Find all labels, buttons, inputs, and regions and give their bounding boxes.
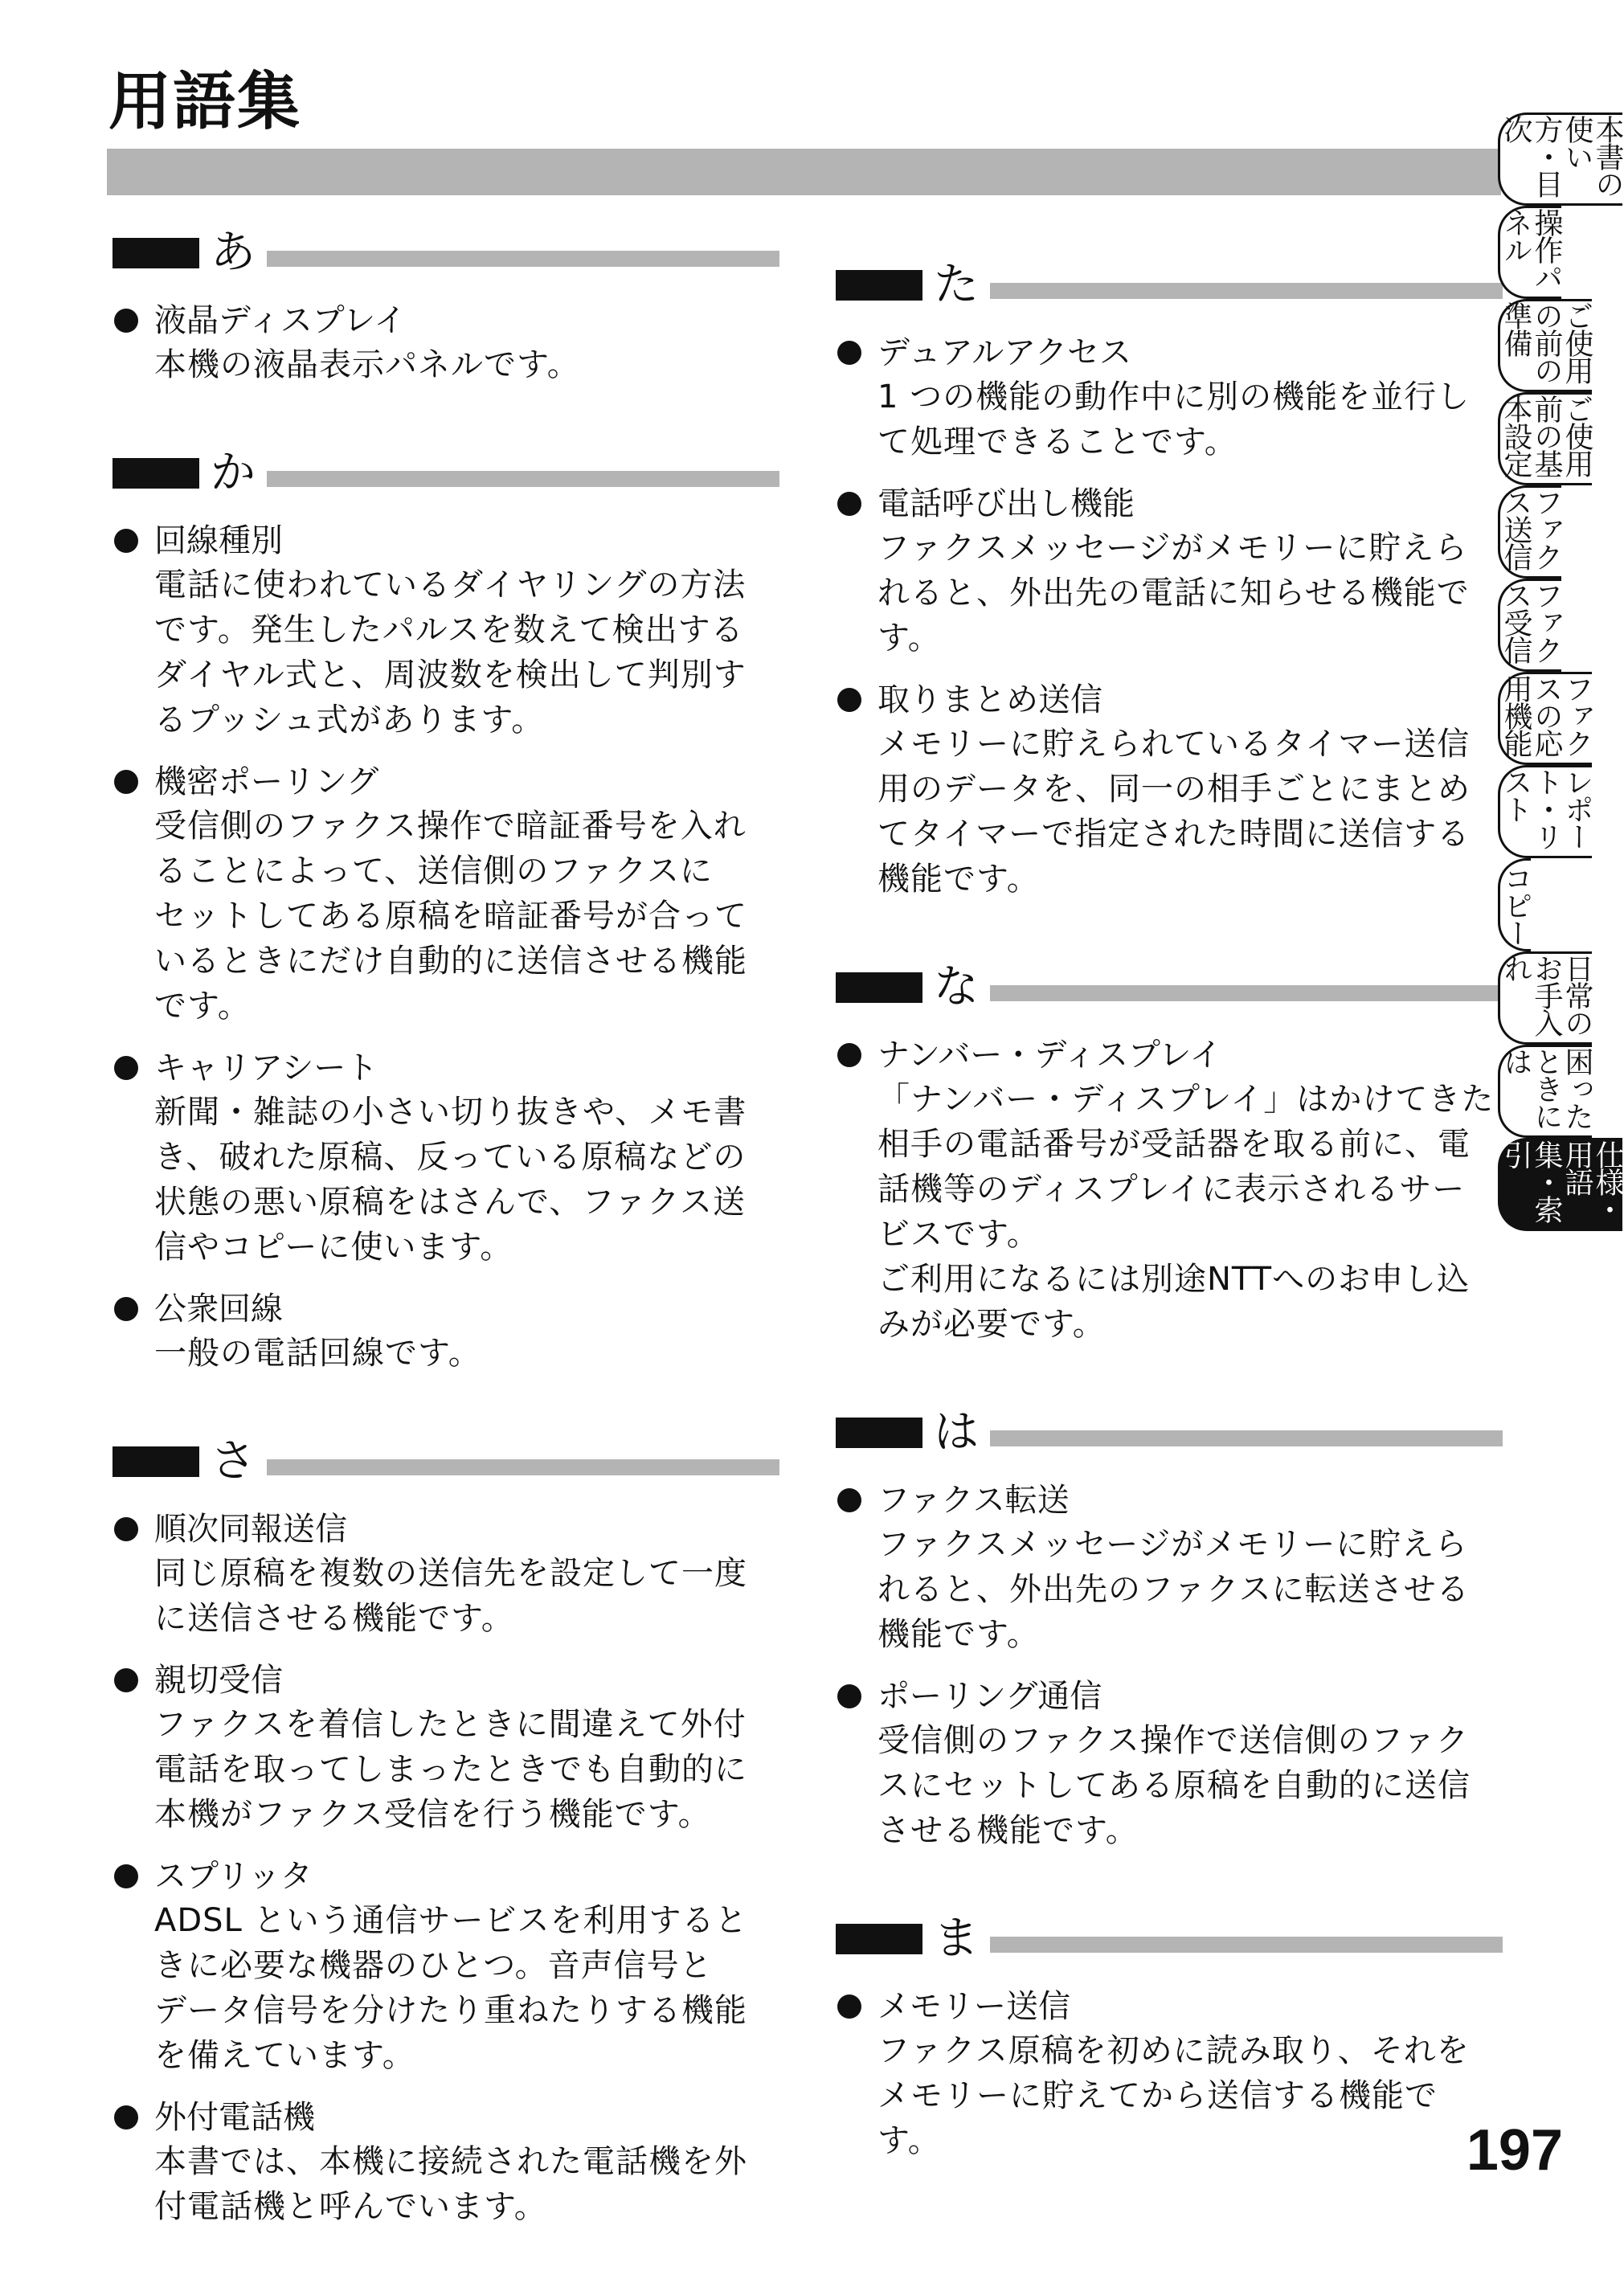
glossary-section bbox=[836, 257, 1503, 902]
section-kana: か bbox=[211, 447, 256, 499]
glossary-entry bbox=[836, 1033, 1503, 1347]
glossary-section bbox=[836, 1911, 1503, 2163]
heading-block bbox=[836, 1418, 922, 1448]
entry-term bbox=[112, 1046, 779, 1090]
section-heading bbox=[836, 959, 1503, 1016]
heading-block bbox=[112, 238, 199, 268]
entry-term-text: メモリー送信 bbox=[877, 1988, 1070, 2025]
heading-block bbox=[112, 1446, 199, 1477]
entry-description: 受信側のファクス操作で送信側のファク スにセットしてある原稿を自動的に送信 させる機能です。 bbox=[877, 1722, 1471, 1849]
chapter-tab[interactable] bbox=[1498, 206, 1561, 299]
entry-description: ファクスメッセージがメモリーに貯えら れると、外出先の電話に知らせる機能で す。 bbox=[877, 530, 1470, 657]
bullet-icon bbox=[837, 492, 861, 516]
entry-term bbox=[112, 519, 779, 563]
chapter-tab-label: 仕様・用語集・索引 bbox=[1499, 1140, 1624, 1222]
entry-description: ファクス原稿を初めに読み取り、それを メモリーに貯えてから送信する機能で す。 bbox=[877, 2032, 1470, 2159]
entry-description: 本書では、本機に接続された電話機を外 付電話機と呼んでいます。 bbox=[154, 2143, 747, 2225]
entry-term bbox=[112, 1659, 779, 1702]
glossary-entry bbox=[112, 1855, 779, 2078]
entry-term bbox=[836, 1985, 1503, 2028]
entry-term-text: 順次同報送信 bbox=[154, 1511, 347, 1548]
heading-block bbox=[836, 270, 922, 301]
chapter-tabs bbox=[1498, 113, 1624, 1231]
bullet-icon bbox=[114, 1864, 138, 1888]
entry-term bbox=[836, 331, 1503, 374]
entry-description: 「ナンバー・ディスプレイ」はかけてきた 相手の電話番号が受話器を取る前に、電 話機等のディスプレイに表示されるサー ビスです。 ご利用になるには別途NTTへのお申し込 みが必要です。 bbox=[877, 1081, 1495, 1343]
entry-term bbox=[836, 678, 1503, 722]
section-heading bbox=[836, 1911, 1503, 1967]
chapter-tab[interactable] bbox=[1498, 392, 1592, 485]
entry-description: ファクスメッセージがメモリーに貯えら れると、外出先のファクスに転送させる 機能です。 bbox=[877, 1526, 1470, 1653]
section-heading bbox=[112, 1434, 779, 1490]
entry-term bbox=[836, 1479, 1503, 1522]
bullet-icon bbox=[114, 1056, 138, 1080]
bullet-icon bbox=[837, 1994, 861, 2019]
glossary-entry bbox=[836, 1985, 1503, 2163]
chapter-tab[interactable] bbox=[1498, 579, 1561, 672]
entry-term-text: 機密ポーリング bbox=[154, 763, 379, 800]
bullet-icon bbox=[837, 688, 861, 712]
entry-term-text: 液晶ディスプレイ bbox=[154, 302, 407, 339]
glossary-entry bbox=[112, 299, 779, 387]
section-kana: た bbox=[934, 259, 979, 311]
chapter-tab[interactable] bbox=[1498, 485, 1561, 579]
glossary-entry bbox=[112, 2096, 779, 2229]
chapter-tab-label: レポート・リスト bbox=[1499, 767, 1593, 849]
entry-description: ADSL という通信サービスを利用すると きに必要な機器のひとつ。音声信号と データ信号を分けたり重ねたりする機能 を備えています。 bbox=[154, 1902, 748, 2074]
chapter-tab-label: ご使用の前の準備 bbox=[1499, 301, 1593, 383]
bullet-icon bbox=[114, 309, 138, 333]
chapter-tab-label: ファクス受信 bbox=[1499, 581, 1563, 663]
bullet-icon bbox=[114, 2105, 138, 2129]
glossary-entry bbox=[112, 1508, 779, 1641]
entry-description: 一般の電話回線です。 bbox=[154, 1335, 481, 1372]
chapter-tab-label: 操作パネル bbox=[1499, 208, 1563, 290]
chapter-tab[interactable] bbox=[1498, 858, 1531, 951]
chapter-tab-label: 日常のお手入れ bbox=[1499, 954, 1593, 1036]
entry-term bbox=[112, 1508, 779, 1551]
glossary-entry bbox=[112, 1046, 779, 1270]
section-kana: さ bbox=[211, 1435, 256, 1487]
entry-description: 同じ原稿を複数の送信先を設定して一度 に送信させる機能です。 bbox=[154, 1555, 747, 1637]
entry-term bbox=[112, 1287, 779, 1331]
glossary-entry bbox=[112, 760, 779, 1029]
entry-term bbox=[112, 299, 779, 342]
entry-term bbox=[836, 482, 1503, 526]
heading-block bbox=[836, 1924, 922, 1954]
glossary-entry bbox=[112, 1287, 779, 1376]
entry-description: 1 つの機能の動作中に別の機能を並行し て処理できることです。 bbox=[877, 378, 1471, 460]
glossary-section bbox=[112, 1434, 779, 2229]
chapter-tab[interactable] bbox=[1498, 113, 1622, 206]
section-kana: ま bbox=[934, 1913, 979, 1965]
page-number: 197 bbox=[1466, 2118, 1563, 2183]
heading-rule bbox=[990, 1430, 1503, 1446]
entry-term-text: 回線種別 bbox=[154, 522, 283, 559]
entry-term-text: 公衆回線 bbox=[154, 1291, 283, 1328]
bullet-icon bbox=[837, 1488, 861, 1512]
glossary-entry bbox=[836, 482, 1503, 661]
section-heading bbox=[836, 257, 1503, 313]
heading-rule bbox=[267, 471, 779, 487]
entry-term-text: 親切受信 bbox=[154, 1662, 283, 1699]
chapter-tab-label: ファクスの応用機能 bbox=[1499, 674, 1593, 756]
glossary-entry bbox=[836, 331, 1503, 464]
heading-rule bbox=[990, 283, 1503, 299]
entry-description: ファクスを着信したときに間違えて外付 電話を取ってしまったときでも自動的に 本機がファクス受信を行う機能です。 bbox=[154, 1706, 747, 1833]
entry-term-text: キャリアシート bbox=[154, 1049, 378, 1086]
chapter-tab[interactable] bbox=[1498, 672, 1592, 765]
glossary-entry bbox=[836, 1479, 1503, 1657]
entry-description: 受信側のファクス操作で暗証番号を入れ ることによって、送信側のファクスに セットしてある原稿を暗証番号が合って いるときにだけ自動的に送信させる機能 です。 bbox=[154, 808, 747, 1025]
bullet-icon bbox=[114, 770, 138, 794]
bullet-icon bbox=[837, 1684, 861, 1708]
entry-term-text: スプリッタ bbox=[154, 1858, 313, 1895]
entry-term-text: 取りまとめ送信 bbox=[877, 681, 1102, 718]
left-column bbox=[112, 225, 779, 2287]
entry-term bbox=[836, 1675, 1503, 1718]
chapter-tab[interactable] bbox=[1498, 1138, 1622, 1231]
chapter-tab-label: コピー bbox=[1499, 864, 1532, 946]
bullet-icon bbox=[114, 1517, 138, 1541]
glossary-section bbox=[112, 225, 779, 387]
glossary-entry bbox=[112, 1659, 779, 1837]
section-heading bbox=[836, 1405, 1503, 1461]
heading-rule bbox=[267, 251, 779, 267]
entry-term-text: デュアルアクセス bbox=[877, 334, 1131, 371]
bullet-icon bbox=[114, 1297, 138, 1321]
entry-term-text: 電話呼び出し機能 bbox=[877, 485, 1135, 522]
glossary-section bbox=[836, 959, 1503, 1347]
heading-rule bbox=[990, 985, 1503, 1001]
bullet-icon bbox=[114, 1668, 138, 1692]
section-heading bbox=[112, 225, 779, 281]
heading-rule bbox=[990, 1937, 1503, 1953]
bullet-icon bbox=[837, 341, 861, 365]
right-column bbox=[836, 257, 1503, 2221]
bullet-icon bbox=[837, 1043, 861, 1067]
entry-term bbox=[836, 1033, 1503, 1077]
bullet-icon bbox=[114, 529, 138, 553]
entry-term-text: ポーリング通信 bbox=[877, 1678, 1102, 1715]
entry-description: 新聞・雑誌の小さい切り抜きや、メモ書 き、破れた原稿、反っている原稿などの 状態の悪い原稿をはさんで、ファクス送 信やコピーに使います。 bbox=[154, 1094, 747, 1266]
chapter-tab-label: 本書の使い方・目次 bbox=[1499, 115, 1624, 197]
entry-term bbox=[112, 760, 779, 804]
entry-term-text: ナンバー・ディスプレイ bbox=[877, 1037, 1222, 1074]
entry-term bbox=[112, 1855, 779, 1898]
page-title: 用語集 bbox=[108, 66, 302, 138]
heading-block bbox=[836, 972, 922, 1003]
section-heading bbox=[112, 445, 779, 501]
heading-rule bbox=[267, 1459, 779, 1475]
chapter-tab[interactable] bbox=[1498, 765, 1592, 858]
heading-block bbox=[112, 458, 199, 489]
section-kana: な bbox=[934, 961, 979, 1013]
chapter-tab[interactable] bbox=[1498, 951, 1592, 1045]
entry-term bbox=[112, 2096, 779, 2139]
entry-description: 本機の液晶表示パネルです。 bbox=[154, 346, 580, 383]
entry-term-text: ファクス転送 bbox=[877, 1482, 1070, 1519]
section-kana: は bbox=[934, 1406, 979, 1459]
glossary-entry bbox=[836, 678, 1503, 902]
glossary-entry bbox=[112, 519, 779, 743]
section-kana: あ bbox=[211, 227, 256, 279]
chapter-tab-label: 困ったときには bbox=[1499, 1047, 1593, 1129]
chapter-tab-label: ご使用前の基本設定 bbox=[1499, 395, 1593, 477]
glossary-entry bbox=[836, 1675, 1503, 1853]
entry-term-text: 外付電話機 bbox=[154, 2099, 315, 2136]
glossary-section bbox=[836, 1405, 1503, 1853]
chapter-tab[interactable] bbox=[1498, 299, 1592, 392]
entry-description: メモリーに貯えられているタイマー送信 用のデータを、同一の相手ごとにまとめ てタイマーで指定された時間に送信する 機能です。 bbox=[877, 726, 1471, 898]
title-bar bbox=[107, 149, 1501, 195]
chapter-tab-label: ファクス送信 bbox=[1499, 488, 1563, 570]
glossary-section bbox=[112, 445, 779, 1376]
chapter-tab[interactable] bbox=[1498, 1045, 1592, 1138]
entry-description: 電話に使われているダイヤリングの方法 です。発生したパルスを数えて検出する ダイヤル式と、周波数を検出して判別す るプッシュ式があります。 bbox=[154, 567, 747, 738]
